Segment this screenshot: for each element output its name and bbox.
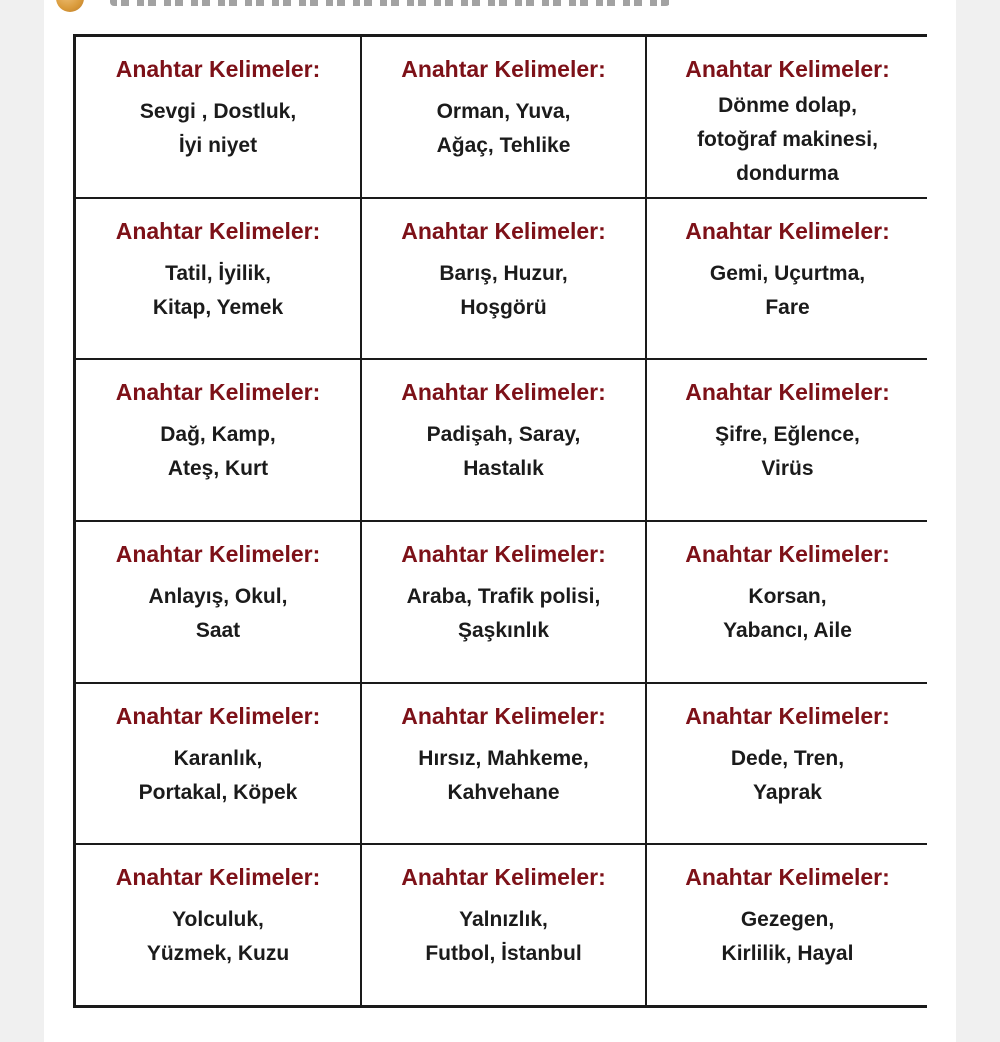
keyword-card: [647, 684, 928, 844]
card-keywords-line: dondurma: [736, 162, 839, 185]
card-keywords-line: Dede, Tren,: [730, 746, 845, 770]
card-keywords-line: Anlayış, Okul,: [148, 585, 288, 608]
keyword-card: [76, 199, 360, 359]
keyword-card: [362, 37, 645, 197]
card-keywords-line: Gemi, Uçurtma,: [709, 261, 866, 285]
card-title: Anahtar Kelimeler:: [115, 56, 321, 82]
card-title: Anahtar Kelimeler:: [115, 541, 321, 567]
keyword-card: [362, 684, 645, 844]
card-keywords-line: Dönme dolap,: [718, 94, 857, 117]
card-keywords-line: Hoşgörü: [460, 295, 547, 319]
card-keywords-line: fotoğraf makinesi,: [697, 128, 878, 151]
cropped-header-strip: [44, 0, 956, 12]
card-keywords-line: Korsan,: [748, 585, 827, 608]
keyword-card-grid: [73, 34, 927, 1008]
card-title: Anahtar Kelimeler:: [115, 702, 321, 729]
card-keywords-line: Orman, Yuva,: [436, 100, 571, 123]
card-title: Anahtar Kelimeler:: [115, 379, 321, 406]
card-keywords-line: Virüs: [761, 457, 814, 481]
keyword-card: [76, 522, 360, 682]
keyword-card: [647, 360, 928, 520]
card-keywords-line: Şaşkınlık: [457, 619, 550, 642]
keyword-card: [362, 360, 645, 520]
card-keywords-line: Kahvehane: [447, 780, 560, 804]
keyword-card: [76, 845, 360, 1005]
card-title: Anahtar Kelimeler:: [685, 541, 890, 567]
card-keywords-line: Karanlık,: [173, 746, 263, 770]
card-keywords-line: Portakal, Köpek: [138, 780, 298, 804]
keyword-card: [76, 360, 360, 520]
card-keywords-line: Sevgi , Dostluk,: [139, 100, 297, 123]
card-keywords-line: Yolculuk,: [172, 908, 264, 932]
card-keywords-line: Gezegen,: [740, 908, 835, 932]
card-keywords-line: Saat: [195, 619, 241, 642]
keyword-card: [647, 199, 928, 359]
keyword-card: [647, 522, 928, 682]
card-keywords-line: Kirlilik, Hayal: [721, 942, 854, 966]
card-title: Anahtar Kelimeler:: [685, 217, 890, 244]
card-title: Anahtar Kelimeler:: [685, 864, 890, 891]
card-keywords-line: İyi niyet: [178, 134, 258, 157]
card-keywords-line: Tatil, İyilik,: [165, 261, 271, 285]
card-title: Anahtar Kelimeler:: [401, 864, 606, 891]
card-title: Anahtar Kelimeler:: [685, 56, 890, 82]
card-keywords-line: Yabancı, Aile: [723, 619, 852, 642]
card-title: Anahtar Kelimeler:: [401, 56, 606, 82]
card-title: Anahtar Kelimeler:: [685, 379, 890, 406]
card-title: Anahtar Kelimeler:: [401, 217, 606, 244]
card-keywords-line: Dağ, Kamp,: [160, 423, 276, 447]
card-keywords-line: Hastalık: [463, 457, 544, 481]
keyword-card: [362, 522, 645, 682]
card-keywords-line: Şifre, Eğlence,: [715, 423, 860, 447]
keyword-card: [647, 845, 928, 1005]
card-keywords-line: Ateş, Kurt: [167, 457, 269, 481]
keyword-card: [362, 845, 645, 1005]
card-title: Anahtar Kelimeler:: [401, 379, 606, 406]
keyword-card: [76, 37, 360, 197]
card-keywords-line: Barış, Huzur,: [439, 261, 568, 285]
card-keywords-line: Yalnızlık,: [459, 908, 548, 932]
card-keywords-line: Yüzmek, Kuzu: [146, 942, 290, 966]
cropped-heading-text: [110, 0, 670, 6]
card-title: Anahtar Kelimeler:: [401, 702, 606, 729]
card-keywords-line: Yaprak: [753, 780, 822, 804]
card-keywords-line: Kitap, Yemek: [152, 295, 284, 319]
card-title: Anahtar Kelimeler:: [685, 702, 890, 729]
card-title: Anahtar Kelimeler:: [115, 864, 321, 891]
card-title: Anahtar Kelimeler:: [401, 541, 606, 567]
keyword-card: [647, 37, 928, 197]
card-keywords-line: Fare: [765, 295, 810, 319]
card-keywords-line: Hırsız, Mahkeme,: [418, 746, 589, 770]
card-keywords-line: Araba, Trafik polisi,: [406, 585, 601, 608]
emoji-icon: [56, 0, 84, 12]
card-keywords-line: Futbol, İstanbul: [425, 942, 582, 966]
card-keywords-line: Padişah, Saray,: [426, 423, 581, 447]
keyword-card: [362, 199, 645, 359]
card-title: Anahtar Kelimeler:: [115, 217, 321, 244]
card-keywords-line: Ağaç, Tehlike: [436, 134, 571, 157]
keyword-card: [76, 684, 360, 844]
